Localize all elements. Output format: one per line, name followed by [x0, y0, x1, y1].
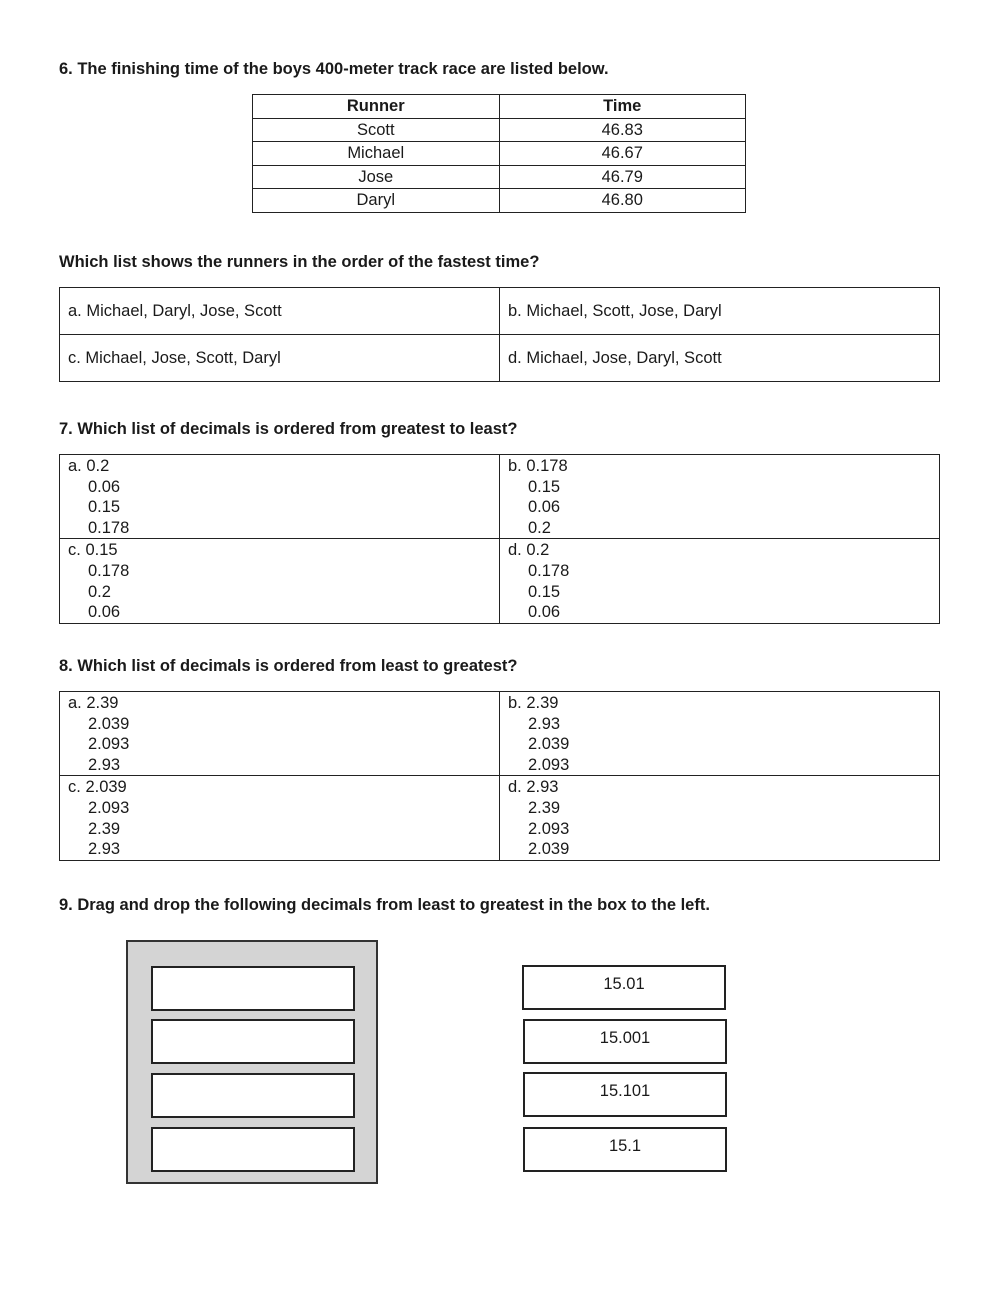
table-row [253, 118, 746, 142]
option-value: 2.93 [88, 755, 121, 774]
option-value: 0.2 [88, 582, 111, 601]
option-value: 0.15 [528, 582, 561, 601]
runner-times-table [252, 94, 746, 213]
drop-slot-1[interactable] [151, 966, 355, 1011]
option-value: 0.06 [88, 477, 121, 496]
question-8-options [59, 691, 940, 861]
option-value: 0.178 [528, 561, 570, 580]
option-value: 2.39 [88, 819, 121, 838]
option-value: 2.039 [528, 840, 570, 859]
option-value: 0.178 [88, 561, 130, 580]
option-a[interactable]: a. Michael, Daryl, Jose, Scott [60, 288, 500, 335]
option-value: 0.2 [86, 457, 110, 475]
draggable-chip[interactable]: 15.001 [523, 1019, 727, 1064]
option-d[interactable] [500, 776, 940, 860]
option-d[interactable] [500, 539, 940, 623]
option-value: 0.178 [526, 457, 568, 475]
option-letter: c. [68, 778, 81, 797]
runner-time: 46.83 [499, 118, 746, 142]
option-value: 0.15 [85, 541, 118, 560]
runner-name: Michael [253, 142, 500, 166]
drop-slot-2[interactable] [151, 1019, 355, 1064]
question-7: 7. Which list of decimals is ordered from greatest to least? [59, 420, 518, 438]
option-value: 2.039 [88, 714, 130, 733]
option-c[interactable]: c. Michael, Jose, Scott, Daryl [60, 335, 500, 382]
runner-time: 46.67 [499, 142, 746, 166]
option-a[interactable] [60, 692, 500, 776]
option-letter: c. [68, 541, 81, 560]
option-b[interactable]: b. Michael, Scott, Jose, Daryl [500, 288, 940, 335]
question-7-options [59, 454, 940, 624]
question-6: 6. The finishing time of the boys 400-meter track race are listed below. [59, 60, 609, 78]
column-header-runner: Runner [253, 95, 500, 119]
draggable-chip[interactable]: 15.01 [522, 965, 726, 1010]
option-value: 2.39 [526, 694, 559, 712]
option-value: 2.039 [528, 735, 570, 754]
option-value: 0.15 [528, 477, 561, 496]
option-letter: b. [508, 694, 522, 712]
option-b[interactable] [500, 455, 940, 539]
drop-slot-3[interactable] [151, 1073, 355, 1118]
option-value: 2.93 [88, 840, 121, 859]
table-row [253, 189, 746, 213]
option-value: 2.093 [88, 735, 130, 754]
option-value: 0.06 [528, 498, 561, 517]
option-value: 0.2 [528, 518, 551, 537]
option-letter: a. [68, 694, 82, 712]
option-value: 2.093 [528, 819, 570, 838]
option-value: 0.178 [88, 518, 130, 537]
runner-name: Jose [253, 165, 500, 189]
question-6-prompt: Which list shows the runners in the order of the fastest time? [59, 253, 540, 271]
option-a[interactable] [60, 455, 500, 539]
runner-time: 46.80 [499, 189, 746, 213]
answer-drop-zone[interactable] [126, 940, 378, 1184]
option-letter: a. [68, 457, 82, 475]
table-row [253, 165, 746, 189]
option-value: 2.093 [88, 798, 130, 817]
option-value: 2.093 [528, 755, 570, 774]
option-value: 0.15 [88, 498, 121, 517]
drop-slot-4[interactable] [151, 1127, 355, 1172]
option-value: 2.39 [86, 694, 119, 712]
option-c[interactable] [60, 539, 500, 623]
draggable-chip[interactable]: 15.101 [523, 1072, 727, 1117]
option-c[interactable] [60, 776, 500, 860]
column-header-time: Time [499, 95, 746, 119]
draggable-chip[interactable]: 15.1 [523, 1127, 727, 1172]
option-b[interactable] [500, 692, 940, 776]
option-letter: b. [508, 457, 522, 475]
option-value: 2.93 [526, 778, 559, 797]
runner-name: Daryl [253, 189, 500, 213]
option-value: 0.2 [526, 541, 550, 560]
option-value: 2.93 [528, 714, 561, 733]
option-letter: d. [508, 778, 522, 797]
option-d[interactable]: d. Michael, Jose, Daryl, Scott [500, 335, 940, 382]
runner-time: 46.79 [499, 165, 746, 189]
table-row [253, 142, 746, 166]
question-9: 9. Drag and drop the following decimals from least to greatest in the box to the left. [59, 896, 710, 914]
option-value: 0.06 [528, 603, 561, 622]
option-value: 2.039 [85, 778, 127, 797]
option-value: 2.39 [528, 798, 561, 817]
option-letter: d. [508, 541, 522, 560]
question-8: 8. Which list of decimals is ordered from least to greatest? [59, 657, 518, 675]
option-value: 0.06 [88, 603, 121, 622]
question-6-options [59, 287, 940, 382]
runner-name: Scott [253, 118, 500, 142]
